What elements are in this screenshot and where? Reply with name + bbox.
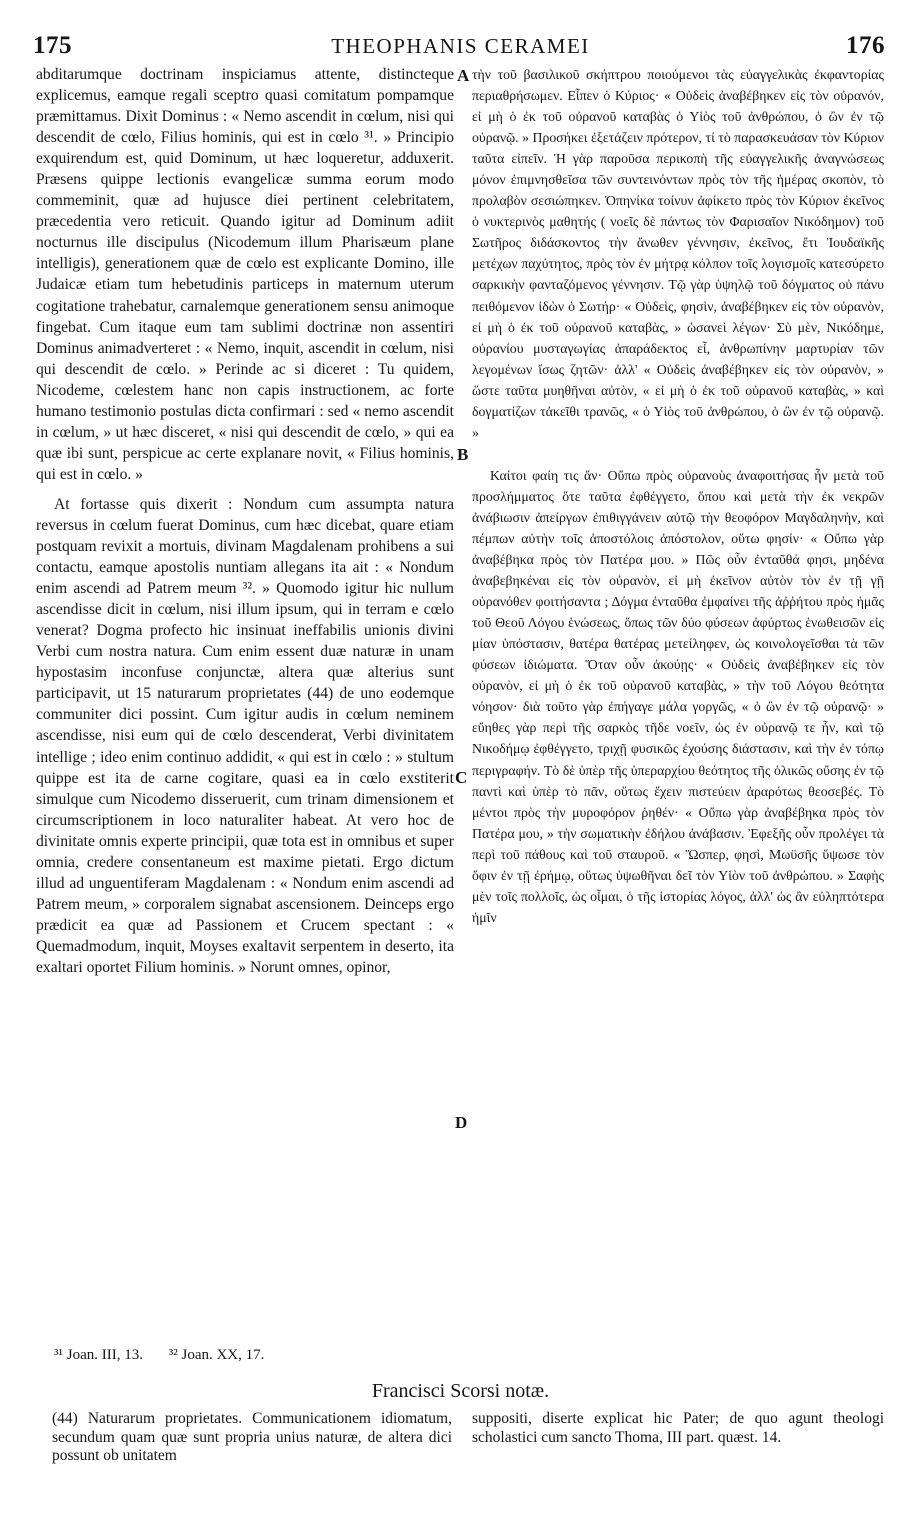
latin-paragraph-2: At fortasse quis dixerit : Nondum cum assumpta natura reversus in cœlum fuerat Dominus, cum hæc dicebat, quare etiam postquam revixit a mortuis, divinam Magdalenam prohibens a sui contactu, eamque apostolis nuntiam allegans ita ait : « Nondum enim ascendi ad Patrem meum ³². » Quomodo igitur hic nullum ascendisse dicit in cœlum, nisi illum ipsum, qui in terram e cœlo venerat? Dogma profecto hic insinuat ineffabilis unionis divini Verbi cum nostra natura. Cum enim essent duæ naturæ in unam hypostasim inconfuse conjunctæ, altera quæ alterius sunt participavit, ut 15 naturarum proprietates (44) de uno eodemque communiter dici possint. Cum igitur audis in cœlum neminem ascendisse, nisi eum qui de cœlo descenderat, Verbi divinitatem intellige ; ideo enim continuo addidit, « qui est in cœlo : » stultum quippe est ita de carne cogitare, quasi ea in cœlo exstiterit simulque cum Nicodemo disseruerit, cum trinam dimensionem et circumscriptionem in loco naturaliter habeat. At vero hoc de divinitate omnis experte principii, quæ tota est in omnibus et super omnia, credere consentaneum est maxime pietati. Ergo dictum illud ad unguentiferam Magdalenam : « Nondum enim ascendi ad Patrem meum, » corporalem signabat ascensionem. Deinceps ergo prædicit ea quæ ad Passionem et Crucem spectant : « Quemadmodum, inquit, Moyses exaltavit serpentem in deserto, ita exaltari oportet Filium hominis. » Norunt omnes, opinor, bbox=[36, 495, 454, 976]
greek-column bbox=[472, 64, 884, 928]
latin-column bbox=[36, 64, 454, 978]
margin-letter-d: D bbox=[455, 1113, 468, 1132]
note-44-right: suppositi, diserte explicat hic Pater; de quo agunt theologi scholastici cum sancto Thoma, III part. quæst. 14. bbox=[472, 1410, 884, 1446]
margin-letter-a: A bbox=[457, 66, 470, 85]
greek-paragraph-2: Καίτοι φαίη τις ἄν· Οὔπω πρὸς οὐρανοὺς ἀναφοιτήσας ἦν μετὰ τοῦ προσλήμματος ὅτε ταῦτα ἐφθέγγετο, ὅπου καὶ μετὰ τὴν ἐκ νεκρῶν ἀνάβιωσιν ἀπείργων ἐπιθιγγάνειν αὐτῷ τὴν θεοφόρον Μαγδαληνὴν, καὶ πέμπων αὐτὴν τοῖς ἀποστόλοις ἀπόστολον, οὕτω φησίν· « Οὔπω γὰρ ἀναβέβηκα πρὸς τὸν Πατέρα μου. » Πῶς οὖν ἐνταῦθά φησι, μηδένα ἀναβεβηκέναι εἰς τὸν οὐρανὸν, εἰ μὴ ἐκεῖνον αὐτὸν τὸν ἐν τῇ γῇ οὐρανόθεν φοιτήσαντα ; Δόγμα ἐνταῦθα ἐμφαίνει τῆς ἀῤῥήτου πρὸς ἡμᾶς τοῦ Θεοῦ Λόγου ἑνώσεως, ὅπως τῶν δύο φύσεων ἀφύρτως ἑνωθεισῶν εἰς μίαν ὑπόστασιν, θατέρα θατέρας μετείληφεν, ὡς κοινολογεῖσθαι τὰ τῶν φύσεων ἰδιώματα. Ὅταν οὖν ἀκούῃς· « Οὐδεὶς ἀναβέβηκεν εἰς τὸν οὐρανὸν, εἰ μὴ ὁ ἐκ τοῦ οὐρανοῦ καταβὰς, » τὴν τοῦ Λόγου θεότητα νόησον· διὰ τοῦτο γὰρ ἐπήγαγε μάλα γοργῶς, « ὁ ὢν ἐν τῷ οὐρανῷ· » εὔηθες γὰρ περὶ τῆς σαρκὸς τῆδε νοεῖν, ὡς ἐν οὐρανῷ τε ἦν, καὶ τῷ Νικοδήμῳ ἐφθέγγετο, τριχῇ φυσικῶς ἐχούσης διάστασιν, καὶ τὴν ἐν τόπῳ περιγραφήν. Τὸ δὲ ὑπὲρ τῆς ὑπεραρχίου θεότητος τῆς ὁλικῶς οὔσης ἐν τῷ παντὶ καὶ ὑπὲρ τὸ πᾶν, οὕτως ἔχειν πιστεύειν ἀραρότως θεοσεβές. Τὸ μέντοι πρὸς τὴν μυροφόρον ῥηθέν· « Οὔπω γὰρ ἀναβέβηκα πρὸς τὸν Πατέρα μου, » τὴν σωματικὴν ἐδήλου ἀνάβασιν. Ἐφεξῆς οὖν προλέγει τὰ περὶ τοῦ πάθους καὶ τοῦ σταυροῦ. « Ὥσπερ, φησὶ, Μωϋσῆς ὕψωσε τὸν ὄφιν ἐν τῇ ἐρήμῳ, οὕτως ὑψωθῆναι δεῖ τὸν Υἱὸν τοῦ ἀνθρώπου. » Σαφὴς μὲν τοῖς πολλοῖς, ὡς οἶμαι, ὁ τῆς ἱστορίας λόγος, ἀλλ' ὡς ἂν εὐληπτότερα ἡμῖν bbox=[472, 467, 884, 925]
latin-paragraph-1: abditarumque doctrinam inspiciamus attente, distincteque explicemus, eamque regali sceptro quasi comitatum pompamque præmittamus. Dixit Dominus : « Nemo ascendit in cœlum, nisi qui descendit de cœlo, Filius hominis, qui est in cœlo ³¹. » Principio exquirendum est, quid Dominum, ut hæc loqueretur, adduxerit. Præsens quippe lectionis evangelicæ summa eorum modo commeminit, quæ ad hujusce diei pertinent celebritatem, præcedentia vero reticuit. Quando igitur ad Dominum adiit nocturnus ille discipulus (Nicodemum illum Pharisæum plane intelligis), generationem quæ de cœlo est explicante Domino, ille Judaicæ etiam tum hebetudinis particeps in maternum uterum cogitatione trahebatur, carnalemque generationem sensu animoque fingebat. Cum itaque eum tam sublimi doctrinæ non assentiri Dominus animadverteret : « Nemo, inquit, ascendit in cœlum, nisi qui descendit de cœlo. » Perinde ac si diceret : Tu quidem, Nicodeme, cœlestem hanc non capis instructionem, ac forte humano testimonio postulas dicta confirmari : sed « nemo ascendit in cœlum, » ut hæc disceret, « nisi qui descendit de cœlo, » qui ea quæ ibi sunt, perspicue ac certe explanare novit, « Filius hominis, qui est in cœlo. » bbox=[36, 66, 454, 483]
running-title: THEOPHANIS CERAMEI bbox=[331, 34, 590, 58]
margin-letter-b: B bbox=[457, 445, 469, 464]
notes-heading: Francisci Scorsi notæ. bbox=[371, 1380, 550, 1402]
page-number-right: 176 bbox=[846, 32, 885, 59]
footnotes bbox=[54, 1347, 286, 1364]
greek-paragraph-1: τὴν τοῦ βασιλικοῦ σκήπτρου ποιούμενοι τὰς εὐαγγελικὰς ἐκφαντορίας περιαθρήσωμεν. Εἶπεν ὁ Κύριος· « Οὐδεὶς ἀναβέβηκεν εἰς τὸν οὐρανόν, εἰ μὴ ὁ ἐκ τοῦ οὐρανοῦ καταβὰς ὁ Υἱὸς τοῦ ἀνθρώπου, ὁ ὢν ἐν τῷ οὐρανῷ. » Προσήκει ἐξετάζειν πρότερον, τί τὸ παρασκευάσαν τὸν Κύριον ταῦτα εἰπεῖν. Ἡ γὰρ παροῦσα περικοπὴ τῆς εὐαγγελικῆς ἀναγνώσεως μόνον ἐπιμνησθεῖσα τῶν συντεινόντων πρὸς τὸν τῆς ἡμέρας σκοπὸν, τὸ προλαβὸν σεσιώπηκεν. Ὁπηνίκα τοίνυν ἀφίκετο πρὸς τὸν Κύριον ἐκεῖνος ὁ νυκτερινὸς μαθητής ( νοεῖς δὲ πάντως τὸν Φαρισαῖον Νικόδημον) τοῦ Σωτῆρος διδάσκοντος τὴν ἄνωθεν γέννησιν, ἐκεῖνος, ἔτι Ἰουδαϊκῆς μετέχων παχύτητος, πρὸς τὸν ἐν μήτρᾳ κόλπον τοῖς λογισμοῖς κατεσύρετο σαρκικὴν φανταζόμενος γέννησιν. Τῷ γὰρ ὑψηλῷ τοῦ δόγματος οὐ πάνυ πειθόμενον ἰδὼν ὁ Σωτήρ· « Οὐδεὶς, φησὶν, ἀναβέβηκεν εἰς τὸν οὐρανὸν, εἰ μὴ ὁ ἐκ τοῦ οὐρανοῦ καταβὰς, » ὡσανεὶ λέγων· Σὺ μὲν, Νικόδημε, οὐρανίου μυσταγωγίας ἀπαράδεκτος εἶ, ἀνθρωπίνην μαρτυρίαν τῶν λεγομένων ἴσως ζητῶν· ἀλλ' « Οὐδεὶς ἀναβέβηκεν εἰς τὸν οὐρανὸν, » ὥστε ταῦτα μυηθῆναι αὐτὸν, « εἰ μὴ ὁ ἐκ τοῦ οὐρανοῦ καταβὰς, » καὶ δογματίζων τἀκεῖθι τρανῶς, « ὁ Υἱὸς τοῦ ἀνθρώπου, ὁ ὢν ἐν τῷ οὐρανῷ. » bbox=[472, 67, 884, 440]
footnote-32: ³² Joan. XX, 17. bbox=[168, 1347, 265, 1363]
page-number-left: 175 bbox=[33, 32, 72, 59]
footnote-31: ³¹ Joan. III, 13. bbox=[54, 1347, 143, 1363]
margin-letter-c: C bbox=[455, 768, 468, 787]
note-44-left: (44) Naturarum proprietates. Communicationem idiomatum, secundum quam quæ sunt propria unius naturæ, de altera dici possunt ob unitatem bbox=[52, 1410, 452, 1464]
